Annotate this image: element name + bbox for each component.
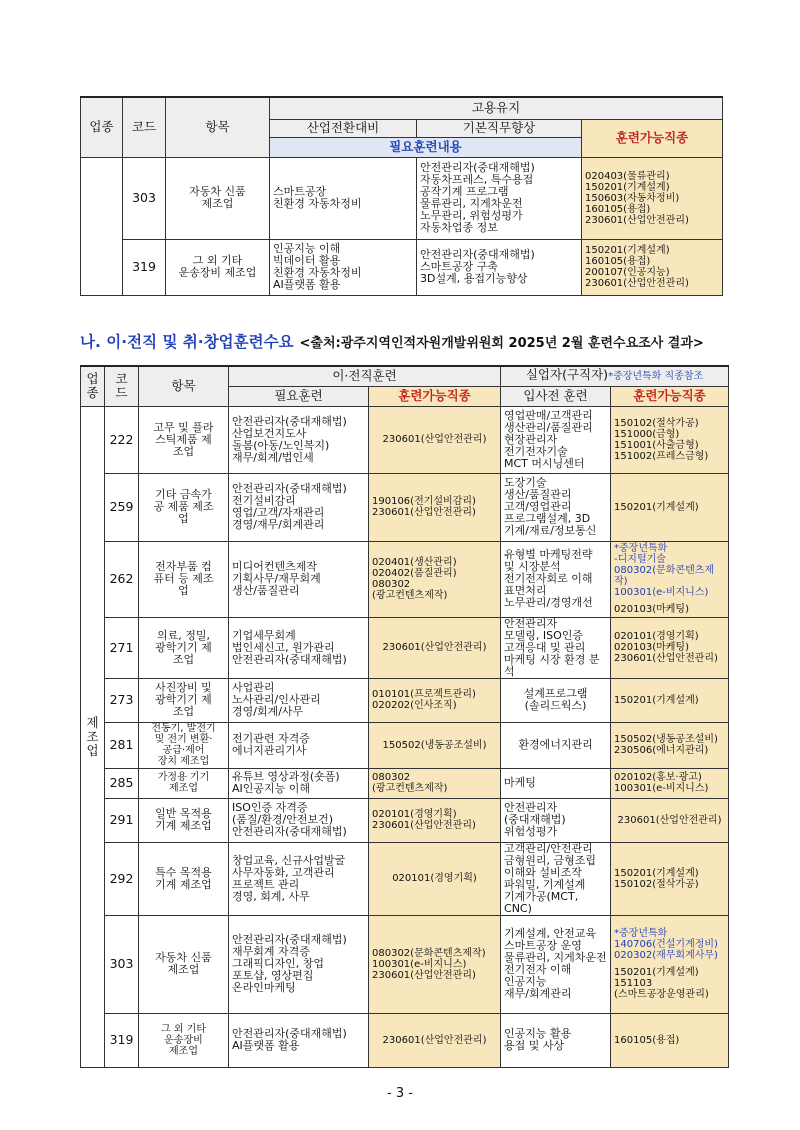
header-preemployment: 입사전 훈련 <box>501 386 611 406</box>
row-basic: 안전관리자(중대재해법) 스마트공장 구축 3D설계, 용접기능향상 <box>417 239 582 295</box>
header-code: 코 드 <box>105 366 139 406</box>
row-code: 285 <box>105 768 139 798</box>
row-code: 303 <box>105 915 139 1013</box>
header-required: 필요훈련 <box>229 386 369 406</box>
row-jobs-2: 150201(기계설계) 150102(절삭가공) <box>611 842 729 915</box>
row-jobs-1: 020101(경영기획) 230601(산업안전관리) <box>369 798 501 842</box>
row-required: 사업관리 노사관리/인사관리 경영/회계/사무 <box>229 678 369 722</box>
row-jobs-1: 230601(산업안전관리) <box>369 1013 501 1067</box>
table-row <box>81 473 729 541</box>
row-required: 전기관련 자격증 에너지관리기사 <box>229 722 369 768</box>
header-industry: 업종 <box>81 97 123 157</box>
table-row <box>81 768 729 798</box>
row-code: 222 <box>105 406 139 473</box>
table-row <box>81 406 729 473</box>
row-preemployment: 인공지능 활용 용접 및 사상 <box>501 1013 611 1067</box>
row-code: 303 <box>123 157 166 239</box>
industry-cell <box>81 157 123 295</box>
row-jobs-2: 150502(냉동공조설비) 230506(에너지관리) <box>611 722 729 768</box>
row-item: 그 외 기타 운송장비 제조업 <box>139 1013 229 1067</box>
section-title: 나. 이·전직 및 취·창업훈련수요 <box>80 333 294 351</box>
table-row <box>81 722 729 768</box>
row-code: 262 <box>105 541 139 617</box>
header-item: 항목 <box>139 366 229 406</box>
row-item: 일반 목적용 기계 제조업 <box>139 798 229 842</box>
header-jobs: 훈련가능직종 <box>582 119 723 157</box>
row-preemployment: 환경에너지관리 <box>501 722 611 768</box>
row-jobs-1: 020401(생산관리) 020402(품질관리) 080302 (광고컨텐츠제작) <box>369 541 501 617</box>
row-item: 기타 금속가 공 제품 제조 업 <box>139 473 229 541</box>
row-jobs-2 <box>611 541 729 617</box>
header-required: 필요훈련내용 <box>270 137 582 157</box>
row-jobs-2: 160105(용접) <box>611 1013 729 1067</box>
table-row <box>81 157 723 239</box>
row-preemployment: 영업판매/고객관리 생산관리/품질관리 현장관리자 전기전자기술 MCT 머시닝센터 <box>501 406 611 473</box>
row-code: 292 <box>105 842 139 915</box>
row-transition: 스마트공장 친환경 자동차정비 <box>270 157 417 239</box>
row-item: 자동차 신품 제조업 <box>166 157 270 239</box>
header-transfer: 이·전직훈련 <box>229 366 501 386</box>
row-jobs-2-special-note: *중장년특화 <box>614 928 668 939</box>
row-preemployment: 유형별 마케팅전략 및 시장분석 전기전자회로 이해 표면처리 노무관리/경영개선 <box>501 541 611 617</box>
row-jobs-1: 020101(경영기획) <box>369 842 501 915</box>
row-required: ISO인증 자격증 (품질/환경/안전보건) 안전관리자(중대재해법) <box>229 798 369 842</box>
row-jobs-2: 020102(홍보·광고) 100301(e-비지니스) <box>611 768 729 798</box>
row-jobs-1: 190106(전기설비감리) 230601(산업안전관리) <box>369 473 501 541</box>
row-preemployment: 고객관리/안전관리 금형원리, 금형조립 이해와 설비조작 파워밀, 기계설계 기계가공(MCT, CNC) <box>501 842 611 915</box>
header-transition: 산업전환대비 <box>270 119 417 137</box>
row-jobs-2: 150102(절삭가공) 151000(금형) 151001(사출금형) 151002(프레스금형) <box>611 406 729 473</box>
row-item: 자동차 신품 제조업 <box>139 915 229 1013</box>
row-jobs-2-special: 140706(건설기계정비) 020302(재무회계사무) <box>614 939 718 961</box>
header-item: 항목 <box>166 97 270 157</box>
training-table-employment <box>80 96 723 296</box>
section-source: <출처:광주지역인적자원개발위원회 2025년 2월 훈련수요조사 결과> <box>299 336 704 351</box>
row-jobs-2: 150201(기계설계) <box>611 473 729 541</box>
header-basic: 기본직무향상 <box>417 119 582 137</box>
header-startup <box>501 366 729 386</box>
row-code: 291 <box>105 798 139 842</box>
row-preemployment: 설계프로그램 (솔리드웍스) <box>501 678 611 722</box>
row-jobs-1: 230601(산업안전관리) <box>369 406 501 473</box>
row-item: 가정용 기기 제조업 <box>139 768 229 798</box>
row-required: 미디어컨텐츠제작 기획사무/재무회계 생산/품질관리 <box>229 541 369 617</box>
row-jobs-1: 080302 (광고컨텐츠제작) <box>369 768 501 798</box>
table-row <box>81 678 729 722</box>
industry-manufacturing: 제 조 업 <box>81 406 105 1067</box>
row-transition: 인공지능 이해 빅데이터 활용 친환경 자동차정비 AI플랫폼 활용 <box>270 239 417 295</box>
row-item: 전자부품 컴 퓨터 등 제조 업 <box>139 541 229 617</box>
row-jobs-1: 150502(냉동공조설비) <box>369 722 501 768</box>
table-row <box>81 541 729 617</box>
row-jobs-1: 010101(프로젝트관리) 020202(인사조직) <box>369 678 501 722</box>
row-jobs-2-special-note: *중장년특화 -디지털기술 <box>614 543 668 565</box>
table-row <box>81 798 729 842</box>
training-table-transfer-startup <box>80 365 729 1068</box>
row-required: 창업교육, 신규사업발굴 사무자동화, 고객관리 프로젝트 관리 경영, 회계, 사무 <box>229 842 369 915</box>
row-jobs-2-special: 080302(문화콘텐츠제작) 100301(e-비지니스) <box>614 565 715 598</box>
section-heading <box>80 330 704 352</box>
row-preemployment: 안전관리자 모델링, ISO인증 고객응대 및 관리 마케팅 시장 환경 분석 <box>501 617 611 678</box>
row-jobs-2 <box>611 915 729 1013</box>
row-item: 특수 목적용 기계 제조업 <box>139 842 229 915</box>
row-code: 319 <box>105 1013 139 1067</box>
row-jobs: 020403(물류관리) 150201(기계설계) 150603(자동차정비) 160105(용접) 230601(산업안전관리) <box>582 157 723 239</box>
row-item: 고무 및 플라 스틱제품 제 조업 <box>139 406 229 473</box>
row-jobs-2: 150201(기계설계) <box>611 678 729 722</box>
row-code: 271 <box>105 617 139 678</box>
row-code: 281 <box>105 722 139 768</box>
row-preemployment: 마케팅 <box>501 768 611 798</box>
header-jobs-1: 훈련가능직종 <box>369 386 501 406</box>
row-preemployment: 도장기술 생산/품질관리 고객/영업관리 프로그램설계, 3D 기계/재료/정보통신 <box>501 473 611 541</box>
table-row <box>81 842 729 915</box>
row-item: 전동기, 발전기 및 전기 변환· 공급·제어 장치 제조업 <box>139 722 229 768</box>
row-preemployment: 기계설계, 안전교육 스마트공장 운영 물류관리, 지게차운전 전기전자 이해 인공지능 재무/회계관리 <box>501 915 611 1013</box>
row-required: 안전관리자(중대재해법) 산업보건지도사 돌봄(아동/노인복지) 재무/회계/법인세 <box>229 406 369 473</box>
row-required: 안전관리자(중대재해법) 전기설비감리 영업/고객/자재관리 경영/재무/회계관리 <box>229 473 369 541</box>
header-industry: 업 종 <box>81 366 105 406</box>
row-item: 사진장비 및 광학기기 제 조업 <box>139 678 229 722</box>
header-startup-note: *중장년특화 직종참조 <box>608 371 704 383</box>
row-jobs-2-general: 150201(기계설계) 151103 (스마트공장운영관리) <box>614 967 709 1000</box>
row-required: 기업세무회계 법인세신고, 원가관리 안전관리자(중대재해법) <box>229 617 369 678</box>
row-jobs-2: 230601(산업안전관리) <box>611 798 729 842</box>
row-item: 그 외 기타 운송장비 제조업 <box>166 239 270 295</box>
table-row <box>81 239 723 295</box>
row-required: 안전관리자(중대재해법) AI플랫폼 활용 <box>229 1013 369 1067</box>
header-startup-label: 실업자(구직자) <box>525 367 609 383</box>
row-item: 의료, 정밀, 광학기기 제 조업 <box>139 617 229 678</box>
row-code: 259 <box>105 473 139 541</box>
row-jobs: 150201(기계설계) 160105(용접) 200107(인공지능) 230601(산업안전관리) <box>582 239 723 295</box>
row-code: 319 <box>123 239 166 295</box>
header-code: 코드 <box>123 97 166 157</box>
row-basic: 안전관리자(중대재해법) 자동차프레스, 특수용접 공작기계 프로그램 물류관리, 지게차운전 노무관리, 위험성평가 자동차업종 정보 <box>417 157 582 239</box>
header-employment: 고용유지 <box>270 97 723 119</box>
row-required: 안전관리자(중대재해법) 재무회계 자격증 그래픽디자인, 창업 포토샵, 영상편집 온라인마케팅 <box>229 915 369 1013</box>
row-jobs-2: 020101(경영기획) 020103(마케팅) 230601(산업안전관리) <box>611 617 729 678</box>
table-row <box>81 915 729 1013</box>
row-code: 273 <box>105 678 139 722</box>
row-jobs-1: 080302(문화콘텐츠제작) 100301(e-비지니스) 230601(산업안전관리) <box>369 915 501 1013</box>
row-preemployment: 안전관리자 (중대재해법) 위험성평가 <box>501 798 611 842</box>
header-jobs-2: 훈련가능직종 <box>611 386 729 406</box>
page-number: - 3 - <box>387 1086 413 1101</box>
row-jobs-1: 230601(산업안전관리) <box>369 617 501 678</box>
row-required: 유튜브 영상과정(숏폼) AI인공지능 이해 <box>229 768 369 798</box>
table-row <box>81 1013 729 1067</box>
table-row <box>81 617 729 678</box>
row-jobs-2-general: 020103(마케팅) <box>614 604 689 615</box>
